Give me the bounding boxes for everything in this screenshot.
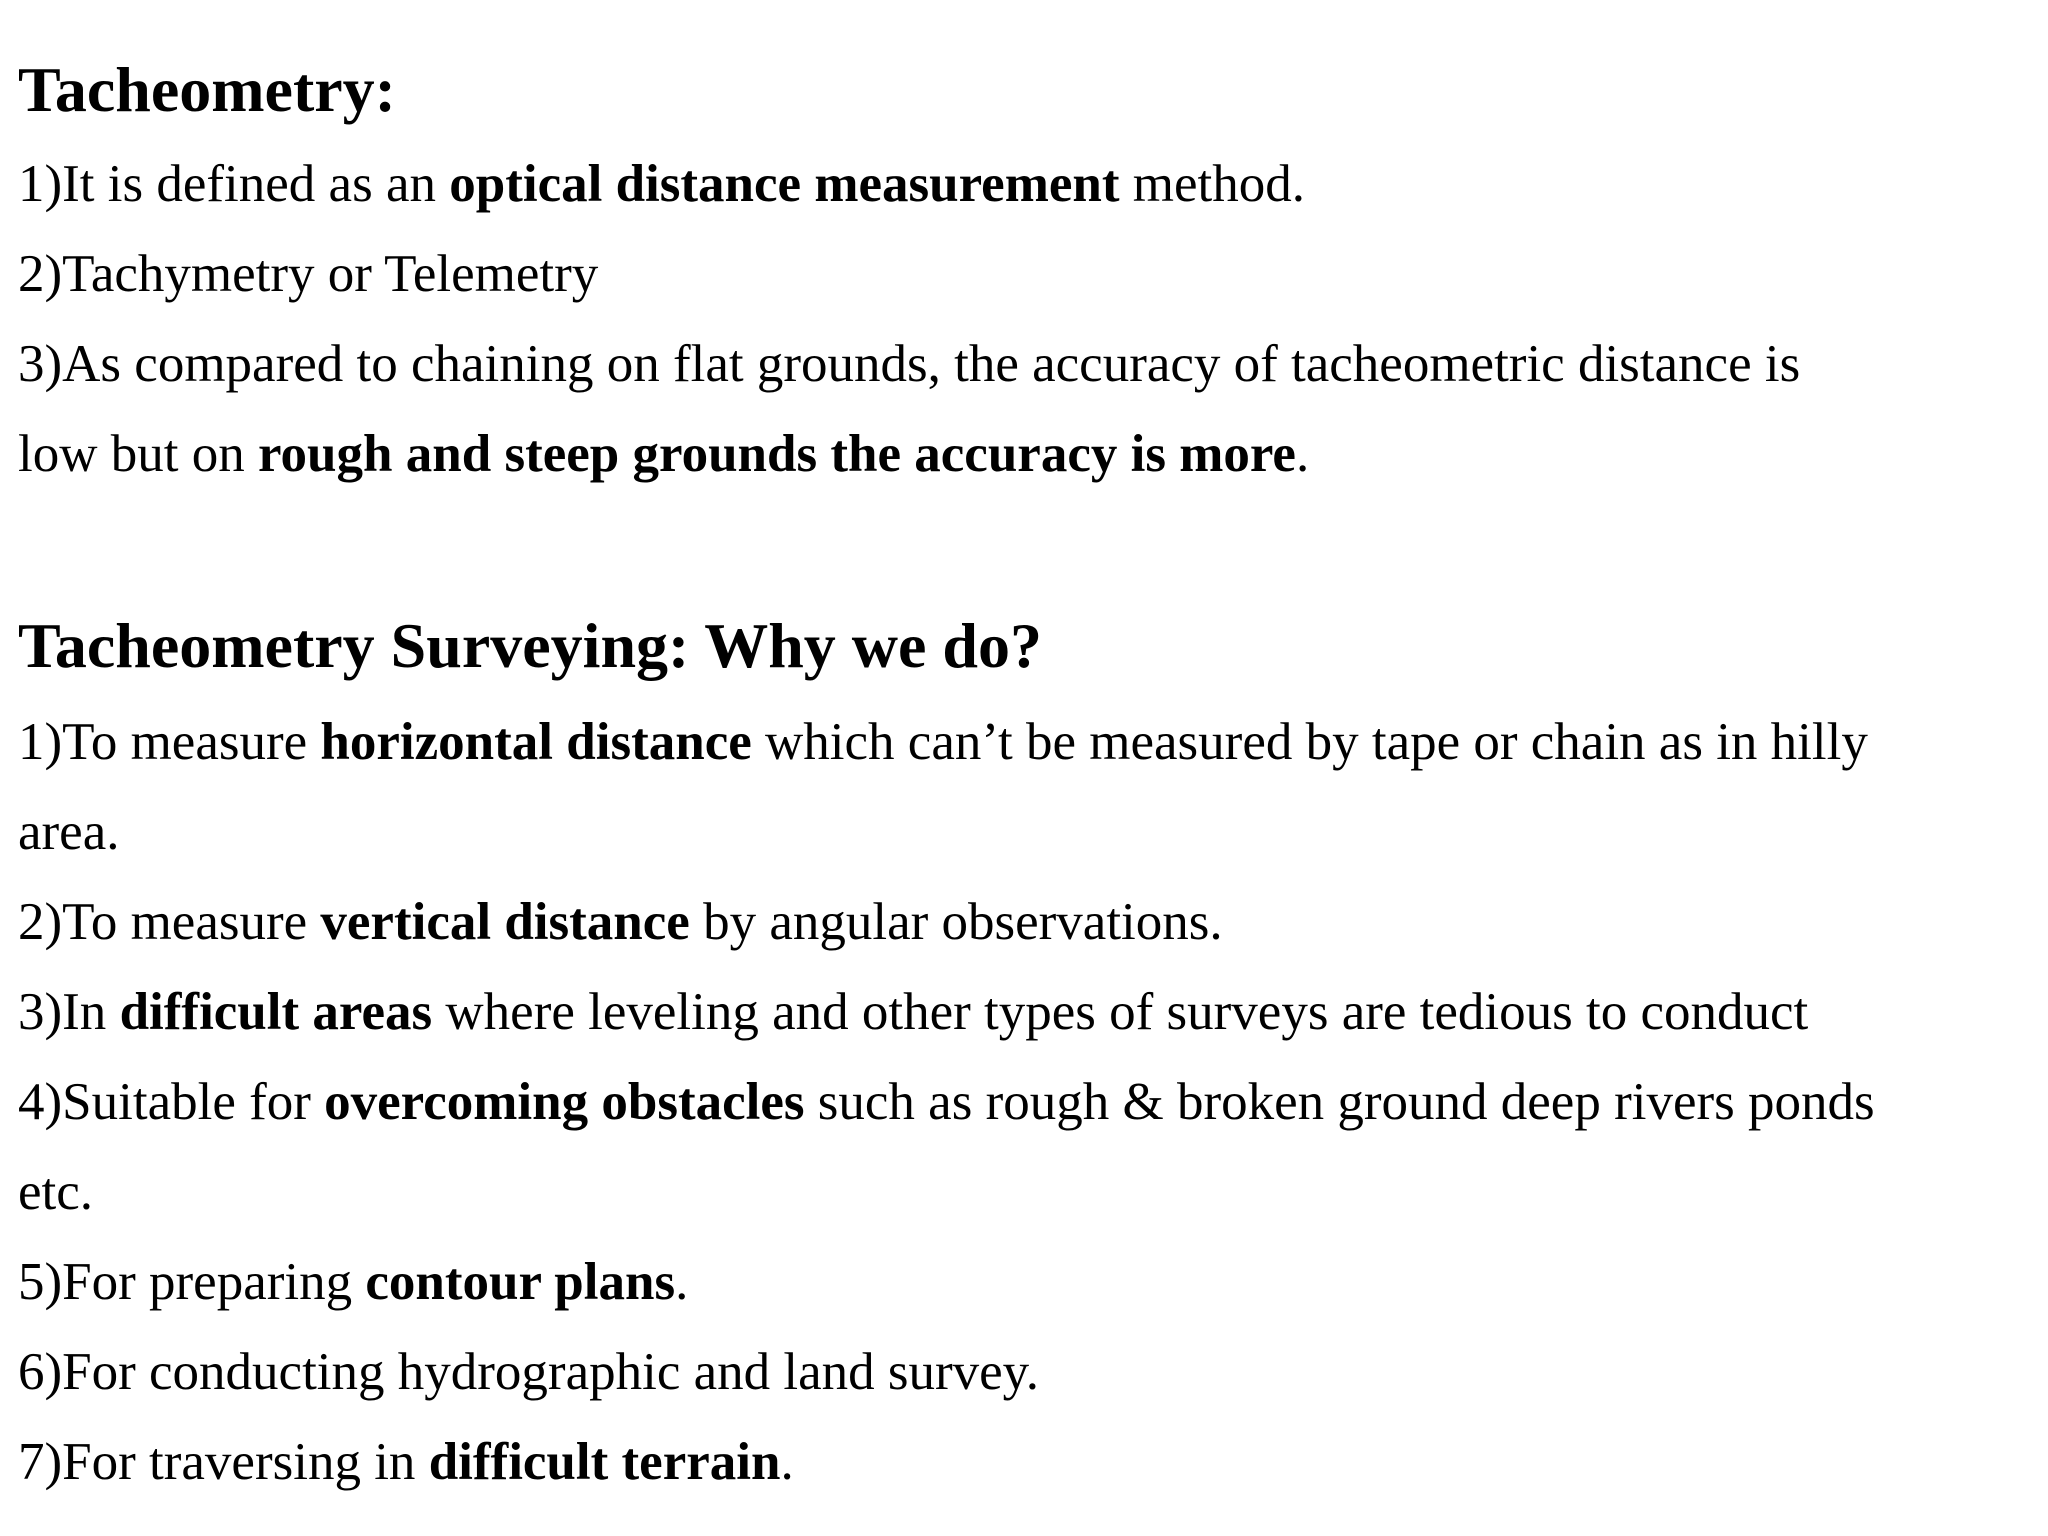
- line-text: such as rough & broken ground deep rivers ponds: [804, 1073, 1875, 1131]
- section-heading-why: Tacheometry Surveying: Why we do?: [18, 610, 1042, 681]
- line-text: area.: [18, 803, 120, 861]
- line-text: 5)For preparing: [18, 1253, 366, 1311]
- line-text: which can’t be measured by tape or chain as in hilly: [751, 713, 1868, 771]
- reason-line-4: [18, 1073, 1875, 1131]
- line-bold-text: difficult areas: [119, 983, 433, 1041]
- reason-line-5: [18, 1253, 689, 1311]
- line-text: .: [675, 1253, 689, 1311]
- line-text: 4)Suitable for: [18, 1073, 325, 1131]
- definition-line-1: [18, 155, 1305, 213]
- reason-line-7: [18, 1433, 794, 1491]
- line-text: where leveling and other types of surveys are tedious to conduct: [432, 983, 1809, 1041]
- line-text: by angular observations.: [689, 893, 1223, 951]
- definition-line-4: [18, 425, 1310, 483]
- definition-line-3: [18, 335, 1801, 393]
- section-heading-tacheometry: Tacheometry:: [18, 54, 396, 125]
- line-bold-text: horizontal distance: [320, 713, 752, 771]
- line-bold-text: contour plans: [365, 1253, 676, 1311]
- line-bold-text: optical distance measurement: [449, 155, 1120, 213]
- line-text: etc.: [18, 1163, 94, 1221]
- reason-line-3: [18, 983, 1809, 1041]
- line-text: low but on: [18, 425, 258, 483]
- line-text: 3)In: [18, 983, 120, 1041]
- line-text: .: [780, 1433, 794, 1491]
- line-text: 3)As compared to chaining on flat grounds, the accuracy of tacheometric distance is: [18, 335, 1801, 393]
- reason-line-6: [18, 1343, 1039, 1401]
- line-bold-text: overcoming obstacles: [324, 1073, 805, 1131]
- line-text: 1)It is defined as an: [18, 155, 450, 213]
- line-bold-text: vertical distance: [320, 893, 690, 951]
- line-text: 2)To measure: [18, 893, 321, 951]
- reason-line-1-cont: [18, 803, 120, 861]
- line-bold-text: difficult terrain: [428, 1433, 781, 1491]
- reason-line-1: [18, 713, 1868, 771]
- line-text: 1)To measure: [18, 713, 321, 771]
- line-text: .: [1295, 425, 1310, 483]
- definition-line-2: [18, 245, 599, 303]
- line-text: 2)Tachymetry or Telemetry: [18, 245, 599, 303]
- line-bold-text: rough and steep grounds the accuracy is more: [257, 425, 1296, 483]
- reason-line-2: [18, 893, 1223, 951]
- reason-line-4-cont: [18, 1163, 94, 1221]
- line-text: 6)For conducting hydrographic and land survey.: [18, 1343, 1039, 1401]
- line-text: method.: [1119, 155, 1305, 213]
- line-text: 7)For traversing in: [18, 1433, 429, 1491]
